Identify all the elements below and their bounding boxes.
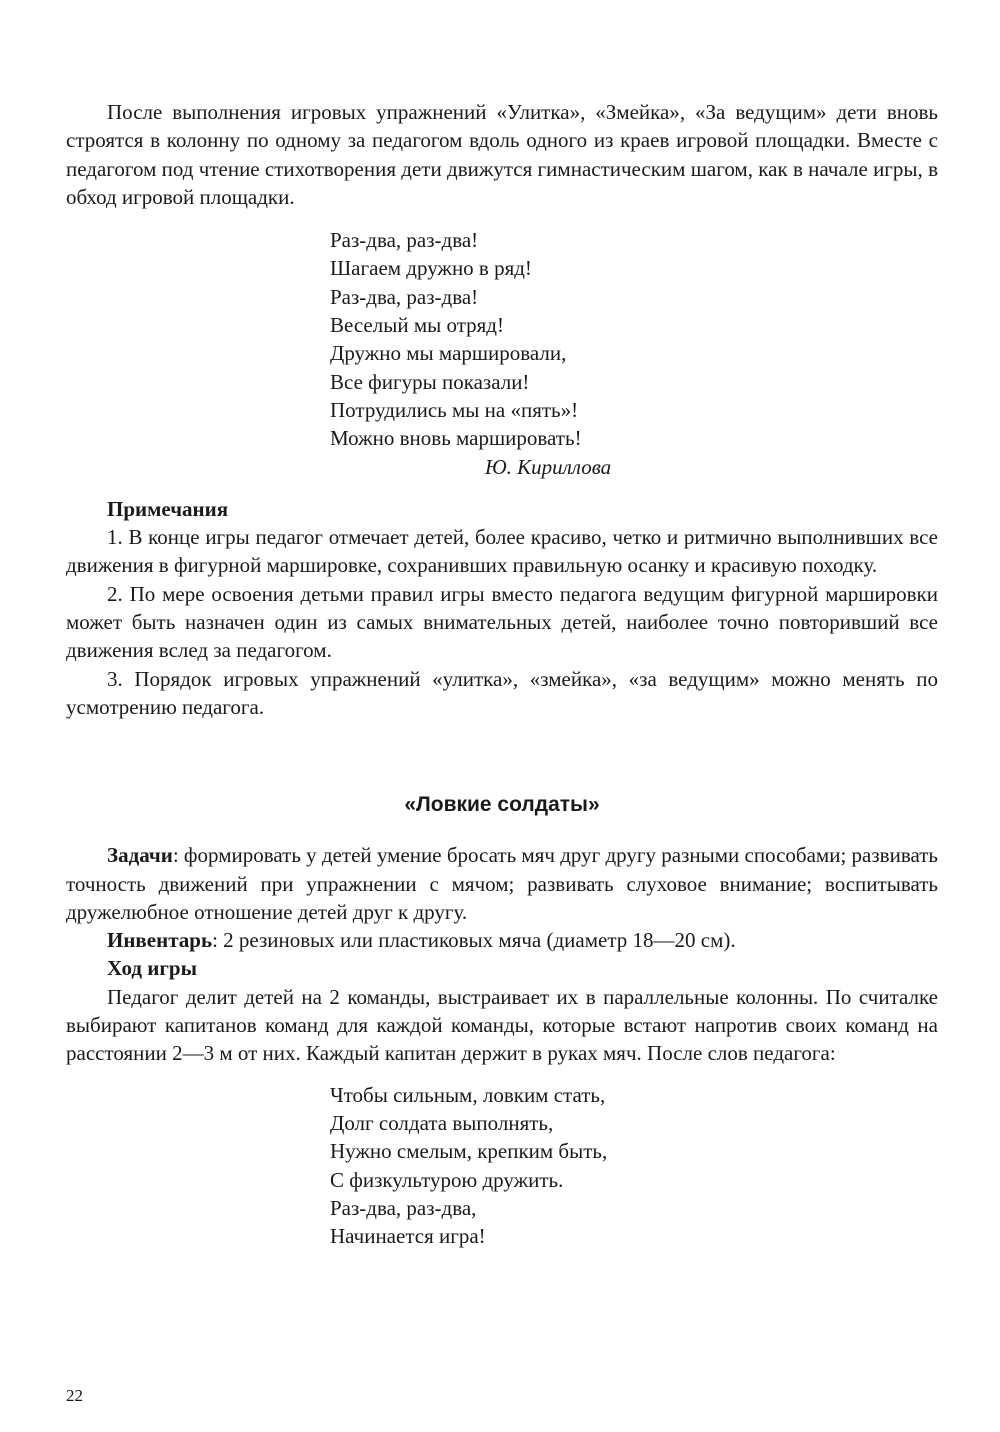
poem-line: Можно вновь маршировать! <box>330 426 582 451</box>
poem-line: Дружно мы маршировали, <box>330 341 567 366</box>
notes-heading: Примечания <box>107 496 229 521</box>
poem-line: Раз-два, раз-два! <box>330 284 479 309</box>
move-heading: Ход игры <box>107 956 197 981</box>
tasks-text: : формировать у детей умение бросать мяч друг другу разными способами; развивать точность движений при упражнении с мячом; развивать слуховое внимание; воспитывать дружелюбное отношение детей друг к другу. <box>66 843 938 924</box>
poem-soldiers <box>330 1081 938 1251</box>
inventory-label: Инвентарь <box>107 928 213 953</box>
poem-line: Веселый мы отряд! <box>330 313 504 338</box>
page-number: 22 <box>66 1386 83 1405</box>
intro-paragraph: После выполнения игровых упражнений «Улитка», «Змейка», «За ведущим» дети вновь строятся в колонну по одному за педагогом вдоль одного из краев игровой площадки. Вместе с педагогом под чтение стихотворения дети движутся гимнастическим шагом, как в начале игры, в обход игровой площадки. <box>66 100 938 209</box>
poem-line: Раз-два, раз-два! <box>330 228 479 253</box>
poem-line: Потрудились мы на «пять»! <box>330 397 579 422</box>
poem-line: Начинается игра! <box>330 1224 486 1249</box>
poem-line: Шагаем дружно в ряд! <box>330 256 532 281</box>
poem-line: Раз-два, раз-два, <box>330 1195 477 1220</box>
note-item: 1. В конце игры педагог отмечает детей, более красиво, четко и ритмично выполнивших все движения в фигурной маршировке, сохранивших правильную осанку и красивую походку. <box>66 525 938 578</box>
move-paragraph: Педагог делит детей на 2 команды, выстраивает их в параллельные колонны. По считалке выбирают капитанов команд для каждой команды, которые встают напротив своих команд на расстоянии 2—3 м от них. Каждый капитан держит в руках мяч. После слов педагога: <box>66 984 938 1066</box>
tasks-label: Задачи <box>107 843 173 868</box>
poem-line: Чтобы сильным, ловким стать, <box>330 1082 606 1107</box>
poem-line: С физкультурою дружить. <box>330 1167 564 1192</box>
note-item: 3. Порядок игровых упражнений «улитка», «змейка», «за ведущим» можно менять по усмотрению педагога. <box>66 666 938 719</box>
poem-line: Нужно смелым, крепким быть, <box>330 1139 608 1164</box>
inventory-text: : 2 резиновых или пластиковых мяча (диаметр 18—20 см). <box>212 928 736 953</box>
poem-line: Все фигуры показали! <box>330 369 530 394</box>
inventory-paragraph <box>66 926 938 954</box>
poem-marching <box>330 226 938 481</box>
note-item: 2. По мере освоения детьми правил игры вместо педагога ведущим фигурной маршировки может быть назначен один из самых внимательных детей, наиболее точно повторивший все движения вслед за педагогом. <box>66 581 938 663</box>
page-content <box>66 98 938 1250</box>
game-title: «Ловкие солдаты» <box>404 793 600 817</box>
tasks-paragraph <box>66 841 938 926</box>
poem-author: Ю. Кириллова <box>485 454 612 479</box>
poem-line: Долг солдата выполнять, <box>330 1110 554 1135</box>
